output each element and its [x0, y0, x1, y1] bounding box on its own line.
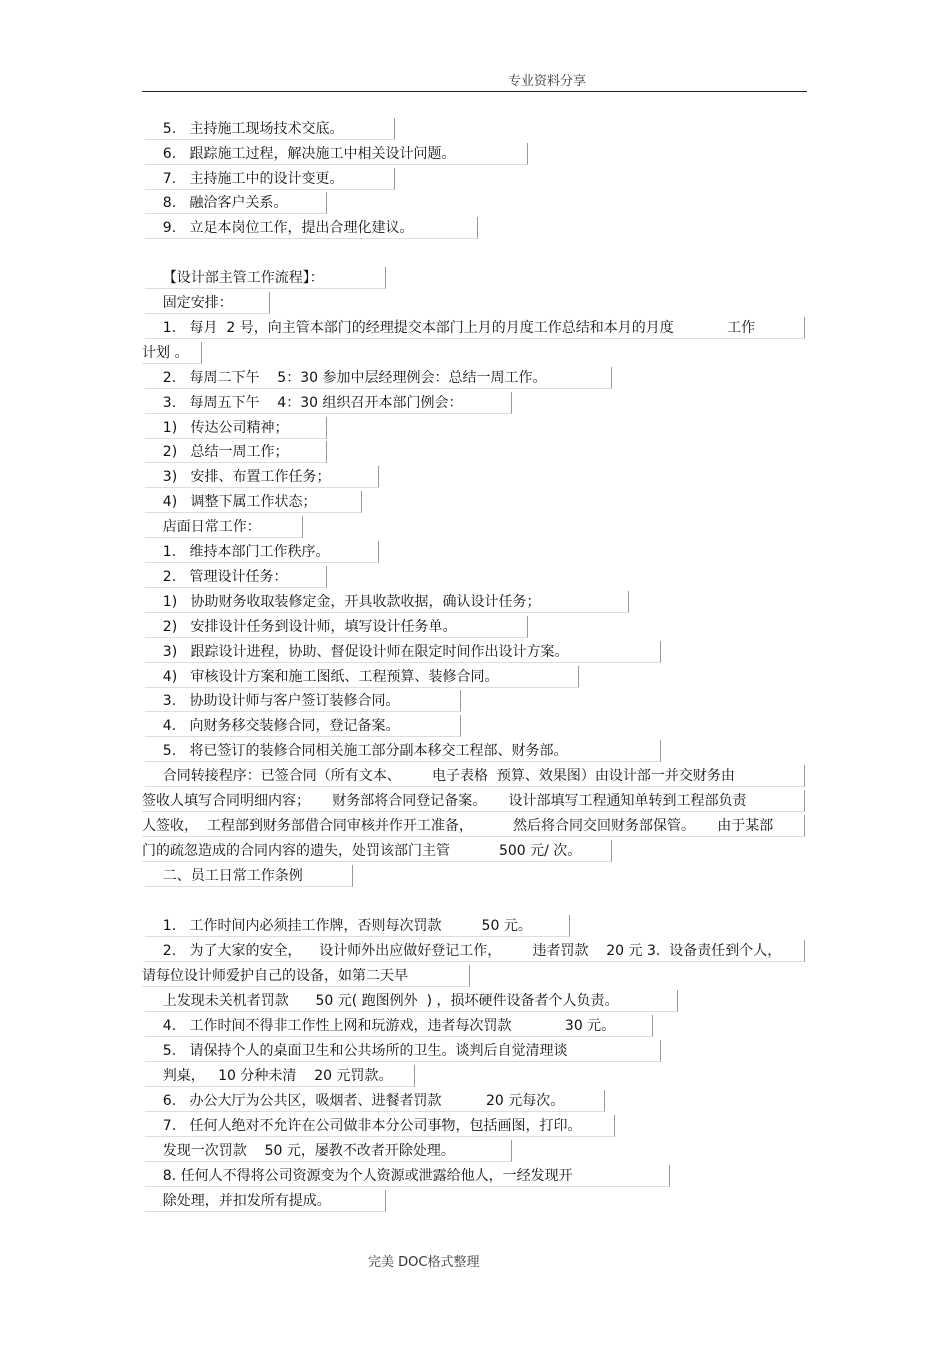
text-line: 合同转接程序：已签合同（所有文本、 电子表格 预算、效果图）由设计部一并交财务由	[145, 765, 805, 787]
text-line: 计划 。	[142, 342, 202, 364]
text-line: 签收人填写合同明细内容； 财务部将合同登记备案。 设计部填写工程通知单转到工程部负责	[142, 790, 805, 812]
text-line: 固定安排：	[145, 292, 270, 314]
text-line: 2. 每周二下午 5：30 参加中层经理例会：总结一周工作。	[145, 367, 612, 389]
text-line: 5. 主持施工现场技术交底。	[145, 118, 395, 140]
text-line: 4) 审核设计方案和施工图纸、工程预算、装修合同。	[145, 666, 579, 688]
text-line: 2) 安排设计任务到设计师，填写设计任务单。	[145, 616, 528, 638]
text-line: 【设计部主管工作流程】：	[145, 267, 386, 289]
text-line: 2. 为了大家的安全， 设计师外出应做好登记工作， 违者罚款 20 元 3. 设备责任到个人，	[145, 940, 805, 962]
text-line: 8. 融洽客户关系。	[145, 192, 327, 214]
text-line: 7. 主持施工中的设计变更。	[145, 168, 395, 190]
text-line: 3) 安排、布置工作任务；	[145, 466, 379, 488]
text-line: 5. 请保持个人的桌面卫生和公共场所的卫生。谈判后自觉清理谈	[145, 1040, 661, 1062]
text-line: 6. 跟踪施工过程，解决施工中相关设计问题。	[145, 143, 528, 165]
text-line: 1) 协助财务收取装修定金，开具收款收据，确认设计任务；	[145, 591, 629, 613]
text-line: 3. 每周五下午 4：30 组织召开本部门例会：	[145, 392, 512, 414]
text-line: 2. 管理设计任务：	[145, 566, 327, 588]
text-line: 1. 工作时间内必须挂工作牌，否则每次罚款 50 元。	[145, 915, 570, 937]
text-line: 请每位设计师爱护自己的设备，如第二天早	[142, 965, 470, 987]
text-line: 发现一次罚款 50 元，屡教不改者开除处理。	[145, 1140, 512, 1162]
text-line: 5. 将已签订的装修合同相关施工部分副本移交工程部、财务部。	[145, 740, 661, 762]
text-line: 上发现未关机者罚款 50 元( 跑图例外 ) ，损坏硬件设备者个人负责。	[145, 990, 678, 1012]
text-line: 6. 办公大厅为公共区，吸烟者、进餐者罚款 20 元每次。	[145, 1090, 605, 1112]
text-line: 7. 任何人绝对不允许在公司做非本分公司事物，包括画图，打印。	[145, 1115, 615, 1137]
text-line: 4. 工作时间不得非工作性上网和玩游戏，违者每次罚款 30 元。	[145, 1015, 653, 1037]
text-line: 除处理，并扣发所有提成。	[145, 1190, 386, 1212]
text-line: 1. 维持本部门工作秩序。	[145, 541, 379, 563]
text-line: 1. 每月 2 号，向主管本部门的经理提交本部门上月的月度工作总结和本月的月度 工作	[145, 317, 805, 339]
text-line: 2) 总结一周工作；	[145, 441, 327, 463]
text-line: 4) 调整下属工作状态；	[145, 491, 362, 513]
text-line: 1) 传达公司精神；	[145, 417, 327, 439]
text-line: 9. 立足本岗位工作，提出合理化建议。	[145, 217, 478, 239]
header-title: 专业资料分享	[508, 74, 587, 89]
footer-text: 完美 DOC格式整理	[368, 1255, 480, 1270]
text-line: 店面日常工作：	[145, 516, 303, 538]
text-line: 3. 协助设计师与客户签订装修合同。	[145, 690, 461, 712]
text-line: 二、员工日常工作条例	[145, 865, 353, 887]
text-line: 8. 任何人不得将公司资源变为个人资源或泄露给他人，一经发现开	[145, 1165, 670, 1187]
text-line: 门的疏忽造成的合同内容的遗失，处罚该部门主管 500 元/ 次。	[142, 840, 612, 862]
text-line: 人签收， 工程部到财务部借合同审核并作开工准备， 然后将合同交回财务部保管。 由于某部	[142, 815, 805, 837]
text-line: 4. 向财务移交装修合同，登记备案。	[145, 715, 461, 737]
text-line: 判桌， 10 分种未清 20 元罚款。	[145, 1065, 415, 1087]
header-rule	[142, 91, 807, 92]
text-line: 3) 跟踪设计进程，协助、督促设计师在限定时间作出设计方案。	[145, 641, 661, 663]
